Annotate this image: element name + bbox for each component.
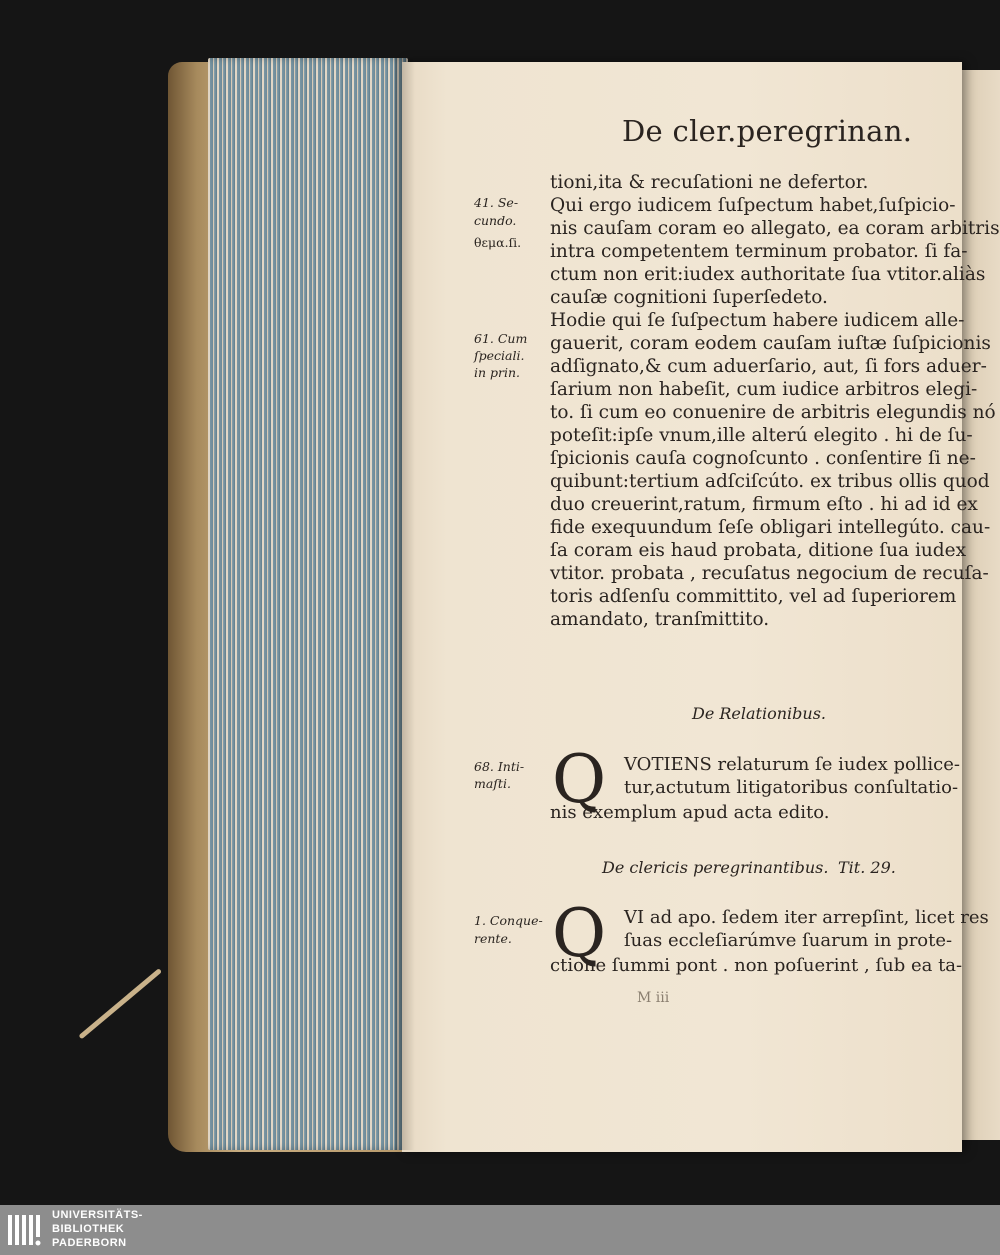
text-line: toris adſenſu committito, vel ad ſuperiorem (550, 586, 957, 607)
margin-note: in prin. (474, 365, 521, 380)
margin-note: θεμα.ſi. (474, 235, 522, 250)
library-logo-icon (6, 1211, 46, 1251)
text-line: duo creuerint,ratum, firmum eſto . hi ad id ex (550, 494, 978, 515)
title-number: Tit. 29. (838, 858, 896, 877)
text-line: ſpicionis cauſa cognoſcunto . conſentire ſi ne- (550, 448, 976, 469)
text-line: fide exequundum ſeſe obligari intellegúto. cau- (550, 517, 991, 538)
margin-note: ſpeciali. (474, 348, 525, 363)
margin-note: maſti. (474, 776, 511, 791)
library-name-line: PADERBORN (52, 1237, 127, 1249)
text-line: poteſit:ipſe vnum,ille alterú elegito . hi de ſu- (550, 425, 973, 446)
text-line: quibunt:tertium adſciſcúto. ex tribus ollis quod (550, 471, 990, 492)
margin-note: 1. Conque- (474, 913, 543, 928)
text-line: nis cauſam coram eo allegato, ea coram arbitris (550, 218, 1000, 239)
string-bookmark (78, 968, 162, 1039)
text-line: nis exemplum apud acta edito. (550, 802, 830, 823)
text-line: ctum non erit:iudex authoritate ſua vtitor.aliàs (550, 264, 986, 285)
margin-note: 68. Inti- (474, 759, 525, 774)
text-line: cauſæ cognitioni ſuperſedeto. (550, 287, 828, 308)
text-line: ſuas eccleſiarúmve ſuarum in prote- (624, 930, 953, 951)
library-name-line: BIBLIOTHEK (52, 1223, 125, 1235)
gutter-shadow (395, 58, 415, 1150)
text-line: ctione ſummi pont . non poſuerint , ſub ea ta- (550, 955, 963, 976)
text-line: tur,actutum litigatoribus conſultatio- (624, 777, 959, 798)
page-block-fore-edge (208, 58, 408, 1150)
text-line: vtitor. probata , recuſatus negocium de recuſa- (550, 563, 989, 584)
drop-cap: Q (552, 741, 607, 818)
text-line: adſignato,& cum aduerſario, aut, ſi fors aduer- (550, 356, 987, 377)
book-page (402, 62, 1000, 1152)
drop-cap: Q (552, 895, 607, 972)
text-line: VOTIENS relaturum ſe iudex pollice- (624, 754, 960, 775)
margin-note: rente. (474, 931, 512, 946)
running-head: De cler.peregrinan. (622, 114, 913, 148)
library-footer-bar (0, 1205, 1000, 1255)
text-line: intra competentem terminum probator. ſi fa- (550, 241, 968, 262)
margin-note: cundo. (474, 213, 517, 228)
margin-note: 61. Cum (474, 331, 528, 346)
signature-mark: M iii (637, 990, 670, 1006)
text-line: gauerit, coram eodem cauſam iuſtæ ſuſpicionis (550, 333, 991, 354)
margin-note: 41. Se- (474, 195, 519, 210)
section-heading: De clericis peregrinantibus. (602, 858, 829, 877)
text-line: ſarium non habeſit, cum iudice arbitros elegi- (550, 379, 978, 400)
text-line: Qui ergo iudicem ſuſpectum habet,ſuſpicio- (550, 195, 956, 216)
text-line: tioni,ita & recuſationi ne defertor. (550, 172, 869, 193)
text-line: amandato, tranſmittito. (550, 609, 770, 630)
text-line: to. ſi cum eo conuenire de arbitris elegundis nó (550, 402, 996, 423)
section-heading: De Relationibus. (692, 704, 826, 723)
text-line: ſa coram eis haud probata, ditione ſua iudex (550, 540, 967, 561)
library-name-line: UNIVERSITÄTS- (52, 1209, 143, 1221)
text-line: Hodie qui ſe ſuſpectum habere iudicem alle- (550, 310, 965, 331)
text-line: VI ad apo. ſedem iter arrepſint, licet res (624, 907, 989, 928)
